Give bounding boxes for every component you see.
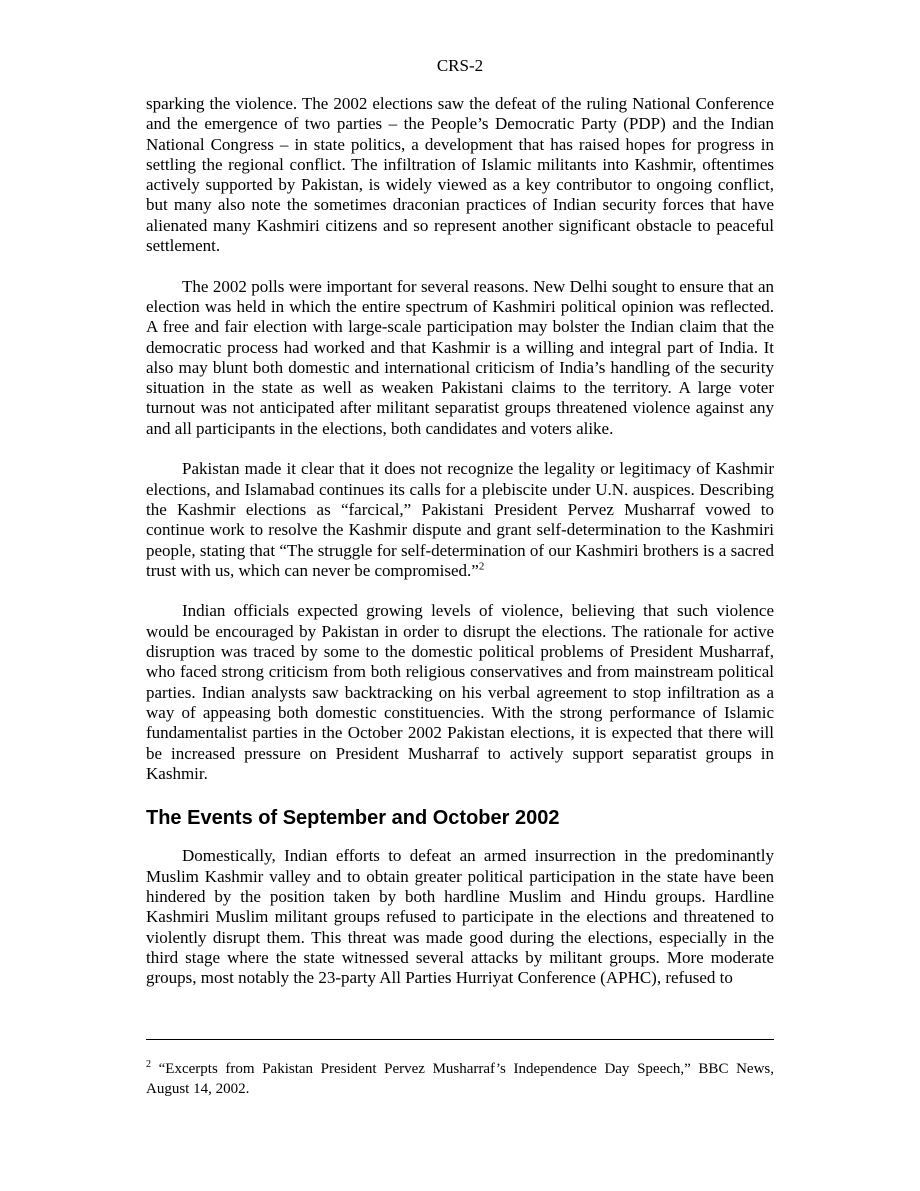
page-header: CRS-2 bbox=[436, 56, 484, 75]
footnote-reference[interactable]: 2 bbox=[478, 560, 485, 573]
paragraph-1: sparking the violence. The 2002 elections saw the defeat of the ruling National Conference and the emergence of two parties – the People’s Democratic Party (PDP) and the Indian National Congress – in state politics, a development that has raised hopes for progress in settling the regional conflict. The infiltration of Islamic militants into Kashmir, oftentimes actively supported by Pakistan, is widely viewed as a key contributor to ongoing conflict, but many also note the sometimes draconian practices of Indian security forces that have alienated many Kashmiri citizens and so represent another significant obstacle to peaceful settlement. bbox=[146, 94, 774, 256]
main-body bbox=[146, 94, 774, 1009]
paragraph-3 bbox=[146, 459, 774, 581]
footnote bbox=[146, 1059, 774, 1099]
footnote-divider bbox=[146, 1039, 774, 1040]
footnote-number: 2 bbox=[146, 1059, 151, 1070]
section-heading: The Events of September and October 2002 bbox=[146, 807, 560, 830]
paragraph-3-text: Pakistan made it clear that it does not recognize the legality or legitimacy of Kashmir elections, and Islamabad continues its calls for a plebiscite under U.N. auspices. Describing the Kashmir elections as “farcical,” Pakistani President Pervez Musharraf vowed to continue work to resolve the Kashmir dispute and grant self-determination to the Kashmiri people, stating that “The struggle for self-determination of our Kashmiri brothers is a sacred trust with us, which can never be compromised.” bbox=[146, 459, 774, 580]
paragraph-5: Domestically, Indian efforts to defeat an armed insurrection in the predominantly Muslim Kashmir valley and to obtain greater political participation in the state have been hindered by the position taken by both hardline Muslim and Hindu groups. Hardline Kashmiri Muslim militant groups refused to participate in the elections and threatened to violently disrupt them. This threat was made good during the elections, especially in the third stage where the state witnessed several attacks by militant groups. More moderate groups, most notably the 23-party All Parties Hurriyat Conference (APHC), refused to bbox=[146, 846, 774, 988]
paragraph-4: Indian officials expected growing levels of violence, believing that such violence would be encouraged by Pakistan in order to disrupt the elections. The rationale for active disruption was traced by some to the domestic political problems of President Musharraf, who faced strong criticism from both religious conservatives and from mainstream political parties. Indian analysts saw backtracking on his verbal agreement to stop infiltration as a way of appeasing both domestic constituencies. With the strong performance of Islamic fundamentalist parties in the October 2002 Pakistan elections, it is expected that there will be increased pressure on President Musharraf to actively support separatist groups in Kashmir. bbox=[146, 601, 774, 783]
footnote-text: “Excerpts from Pakistan President Pervez Musharraf’s Independence Day Speech,” BBC News, August 14, 2002. bbox=[146, 1061, 774, 1097]
paragraph-2: The 2002 polls were important for several reasons. New Delhi sought to ensure that an election was held in which the entire spectrum of Kashmiri political opinion was reflected. A free and fair election with large-scale participation may bolster the Indian claim that the democratic process had worked and that Kashmir is a willing and integral part of India. It also may blunt both domestic and international criticism of India’s handling of the security situation in the state as well as weaken Pakistani claims to the territory. A large voter turnout was not anticipated after militant separatist groups threatened violence against any and all participants in the elections, both candidates and voters alike. bbox=[146, 276, 774, 438]
